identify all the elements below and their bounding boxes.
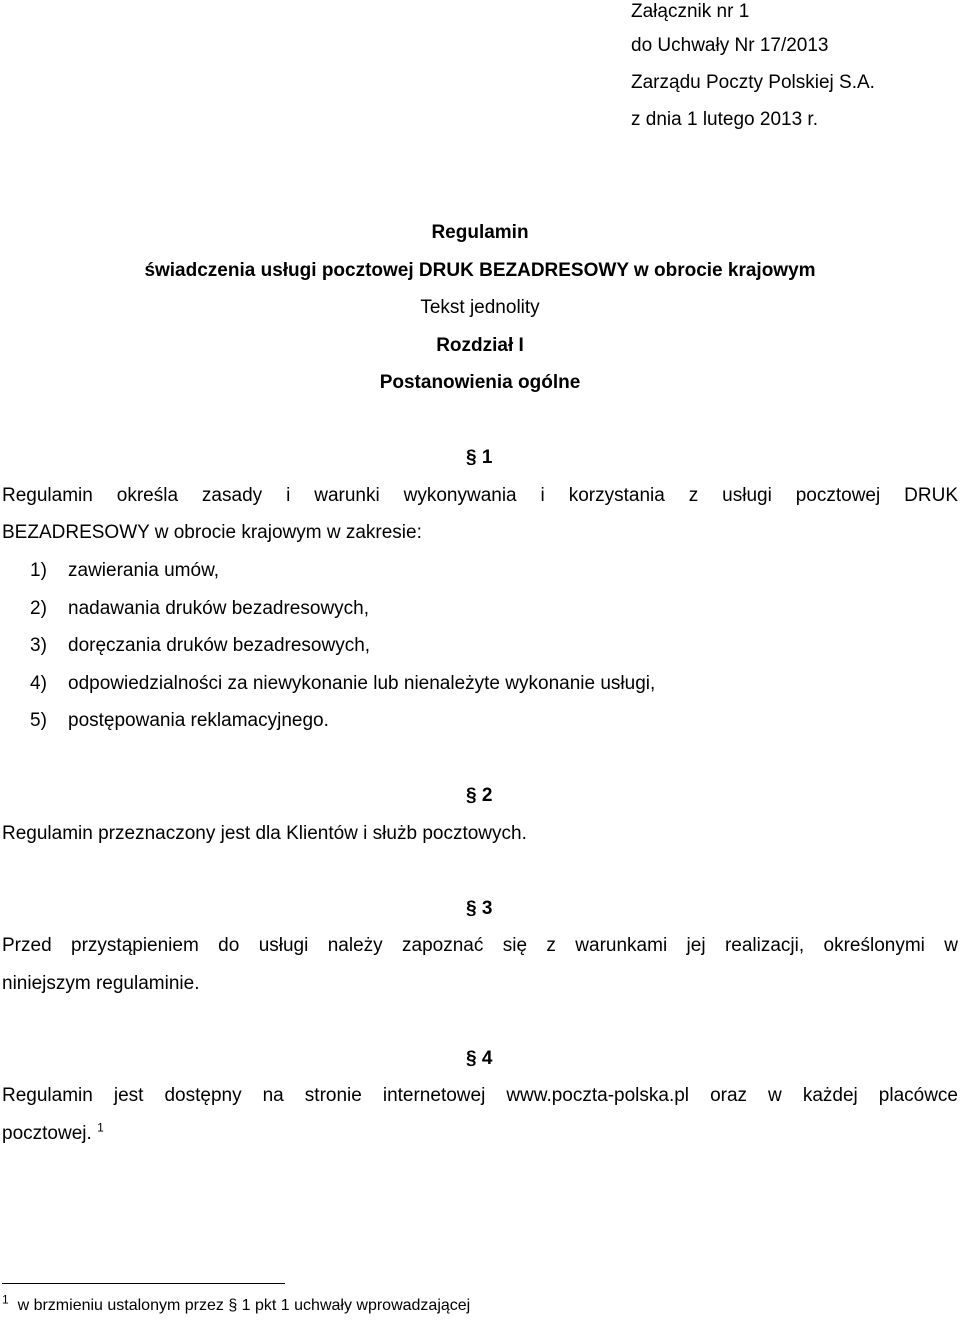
list-item-text: nadawania druków bezadresowych, [68, 598, 370, 619]
list-item-text: odpowiedzialności za niewykonanie lub nienależyte wykonanie usługi, [68, 673, 656, 694]
document-title: Regulamin [431, 222, 529, 243]
footnote-reference: 1 [97, 1120, 104, 1135]
list-item-text: doręczania druków bezadresowych, [68, 635, 371, 656]
list-item [30, 597, 369, 621]
text-type: Tekst jednolity [420, 297, 540, 318]
section-1-paragraph-line-2: BEZADRESOWY w obrocie krajowym w zakresie: [2, 522, 422, 543]
list-item-number: 1) [30, 560, 47, 581]
section-4-paragraph-line-1: Regulamin jest dostępny na stronie internetowej www.poczta-polska.pl oraz w każdej placówce [2, 1085, 958, 1106]
section-1-mark: § 1 [466, 447, 493, 468]
document-subtitle: świadczenia usługi pocztowej DRUK BEZADRESOWY w obrocie krajowym [144, 260, 816, 281]
list-item [30, 634, 370, 658]
list-item [30, 709, 329, 733]
list-item-text: zawierania umów, [68, 560, 220, 581]
footnote-text: w brzmieniu ustalonym przez § 1 pkt 1 uchwały wprowadzającej [17, 1297, 471, 1314]
section-2-paragraph: Regulamin przeznaczony jest dla Klientów i służb pocztowych. [2, 823, 527, 844]
section-1-paragraph-line-1: Regulamin określa zasady i warunki wykonywania i korzystania z usługi pocztowej DRUK [2, 485, 958, 506]
section-4-mark: § 4 [466, 1048, 493, 1069]
chapter-name: Postanowienia ogólne [379, 372, 581, 393]
header-date: z dnia 1 lutego 2013 r. [631, 109, 818, 130]
list-item-number: 3) [30, 635, 47, 656]
list-item-number: 4) [30, 673, 47, 694]
section-3-paragraph-line-1: Przed przystąpieniem do usługi należy zapoznać się z warunkami jej realizacji, określonymi w [2, 935, 958, 956]
section-2-mark: § 2 [466, 785, 493, 806]
header-resolution-number: do Uchwały Nr 17/2013 [631, 35, 829, 56]
section-3-mark: § 3 [466, 898, 493, 919]
list-item-text: postępowania reklamacyjnego. [68, 710, 329, 731]
list-item [30, 672, 655, 696]
footnote-number: 1 [2, 1292, 9, 1307]
list-item-number: 2) [30, 598, 47, 619]
list-item [30, 559, 219, 583]
section-4-paragraph-line-2 [2, 1122, 104, 1146]
footnote-separator [2, 1283, 285, 1284]
section-4-line-2-text: pocztowej. [2, 1123, 92, 1144]
section-3-paragraph-line-2: niniejszym regulaminie. [2, 973, 200, 994]
header-attachment-number: Załącznik nr 1 [631, 1, 750, 22]
header-board-name: Zarządu Poczty Polskiej S.A. [631, 72, 875, 93]
footnote [2, 1294, 470, 1318]
list-item-number: 5) [30, 710, 47, 731]
chapter-heading: Rozdział I [436, 335, 524, 356]
